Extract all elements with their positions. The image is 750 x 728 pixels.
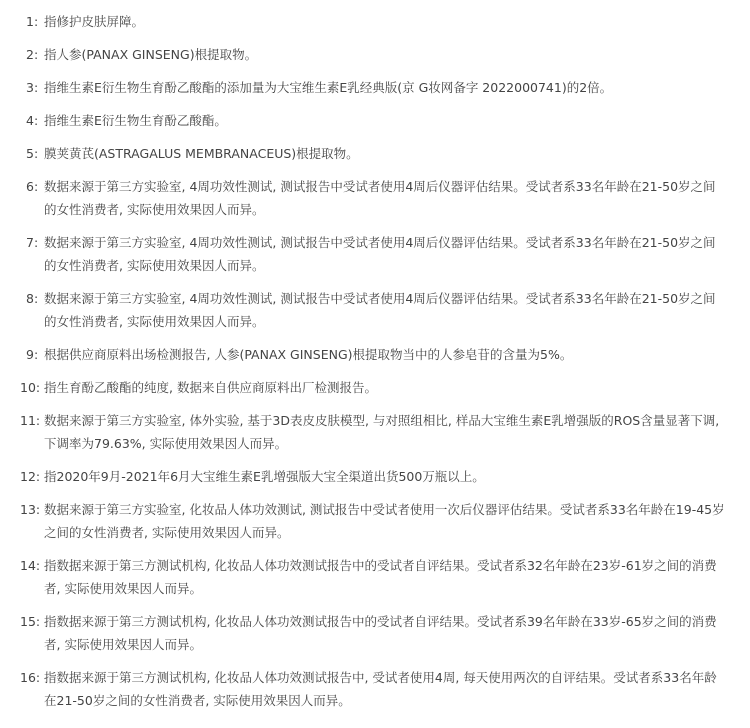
footnote-text: 指数据来源于第三方测试机构, 化妆品人体功效测试报告中, 受试者使用4周, 每天使用两次的自评结果。受试者系33名年龄在21-50岁之间的女性消费者, 实际使用效果因人而异。 [44,670,717,708]
footnote-number: 2: [26,47,39,62]
footnote-number: 16: [20,670,41,685]
footnote-item [26,10,726,33]
footnote-item [20,409,726,455]
footnote-number: 4: [26,113,39,128]
footnote-text: 指人参(PANAX GINSENG)根提取物。 [44,47,258,62]
footnote-item [26,43,726,66]
footnote-item [20,554,726,600]
footnote-text: 指2020年9月-2021年6月大宝维生素E乳增强版大宝全渠道出货500万瓶以上。 [44,469,485,484]
footnote-number: 3: [26,80,39,95]
footnote-number: 14: [20,558,41,573]
footnote-number: 10: [20,380,41,395]
footnote-item [26,175,726,221]
footnote-text: 指修护皮肤屏障。 [44,14,145,29]
footnote-item [26,343,726,366]
footnote-number: 11: [20,413,41,428]
footnote-item [26,287,726,333]
footnote-text: 数据来源于第三方实验室, 体外实验, 基于3D表皮皮肤模型, 与对照组相比, 样品大宝维生素E乳增强版的ROS含量显著下调, 下调率为79.63%, 实际使用效果因人而异。 [44,413,720,451]
footnote-text: 指维生素E衍生物生育酚乙酸酯。 [44,113,227,128]
footnote-number: 8: [26,291,39,306]
footnote-number: 7: [26,235,39,250]
footnote-number: 6: [26,179,39,194]
footnote-number: 12: [20,469,41,484]
footnote-item [20,498,726,544]
footnote-item [26,142,726,165]
footnote-item [26,76,726,99]
footnote-number: 9: [26,347,39,362]
footnote-number: 13: [20,502,41,517]
footnote-text: 数据来源于第三方实验室, 4周功效性测试, 测试报告中受试者使用4周后仪器评估结果。受试者系33名年龄在21-50岁之间的女性消费者, 实际使用效果因人而异。 [44,291,716,329]
footnote-text: 指数据来源于第三方测试机构, 化妆品人体功效测试报告中的受试者自评结果。受试者系39名年龄在33岁-65岁之间的消费者, 实际使用效果因人而异。 [44,614,717,652]
footnote-text: 根据供应商原料出场检测报告, 人参(PANAX GINSENG)根提取物当中的人参皂苷的含量为5%。 [44,347,573,362]
footnote-item [20,610,726,656]
footnote-item [20,376,726,399]
footnote-item [20,465,726,488]
footnote-text: 指维生素E衍生物生育酚乙酸酯的添加量为大宝维生素E乳经典版(京 G妆网备字 2022000741)的2倍。 [44,80,613,95]
footnote-item [26,109,726,132]
footnote-item [26,231,726,277]
footnote-text: 数据来源于第三方实验室, 4周功效性测试, 测试报告中受试者使用4周后仪器评估结果。受试者系33名年龄在21-50岁之间的女性消费者, 实际使用效果因人而异。 [44,235,716,273]
footnote-item [20,666,726,712]
footnote-text: 数据来源于第三方实验室, 4周功效性测试, 测试报告中受试者使用4周后仪器评估结果。受试者系33名年龄在21-50岁之间的女性消费者, 实际使用效果因人而异。 [44,179,716,217]
footnote-text: 数据来源于第三方实验室, 化妆品人体功效测试, 测试报告中受试者使用一次后仪器评估结果。受试者系33名年龄在19-45岁之间的女性消费者, 实际使用效果因人而异。 [44,502,725,540]
footnote-number: 15: [20,614,41,629]
footnote-text: 膜荚黄芪(ASTRAGALUS MEMBRANACEUS)根提取物。 [44,146,359,161]
footnote-text: 指生育酚乙酸酯的纯度, 数据来自供应商原料出厂检测报告。 [44,380,377,395]
footnote-number: 1: [26,14,39,29]
footnote-text: 指数据来源于第三方测试机构, 化妆品人体功效测试报告中的受试者自评结果。受试者系32名年龄在23岁-61岁之间的消费者, 实际使用效果因人而异。 [44,558,717,596]
footnote-number: 5: [26,146,39,161]
